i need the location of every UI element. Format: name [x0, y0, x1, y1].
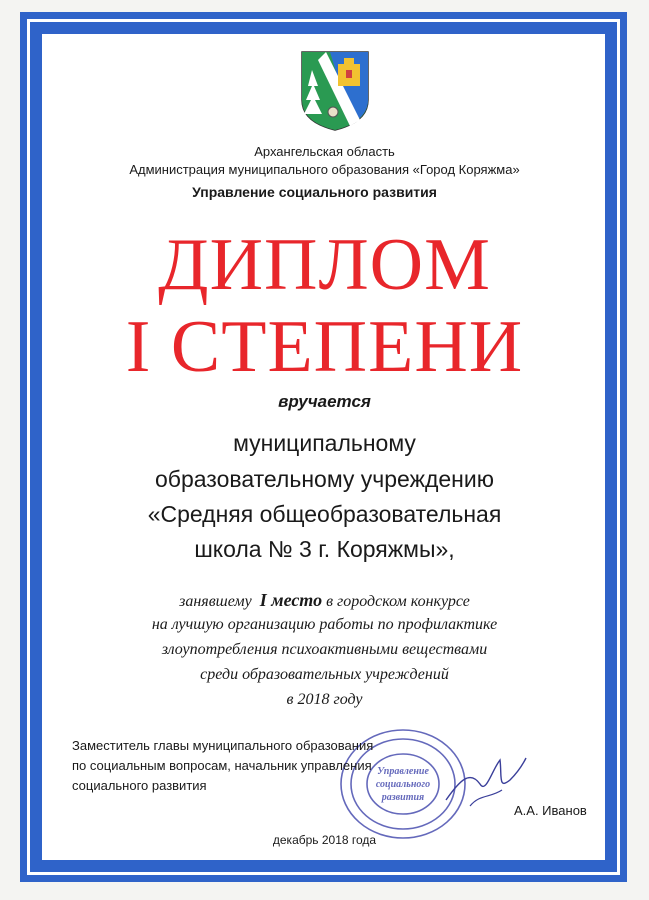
- recipient-line-3: «Средняя общеобразовательная: [147, 501, 502, 527]
- reason-prefix: занявшему: [179, 593, 252, 610]
- reason-suffix: в городском конкурсе: [326, 593, 470, 610]
- awarded-label: вручается: [278, 392, 371, 411]
- header-region: Архангельская область: [254, 144, 395, 159]
- signatory-line-1: Заместитель главы муниципального образования: [72, 738, 374, 753]
- recipient-line-1: муниципальному: [233, 430, 416, 456]
- stamp-text-1: Управление: [377, 766, 429, 777]
- reason-line-5: в 2018 году: [286, 691, 363, 708]
- header-administration: Администрация муниципального образования «Город Коряжма»: [129, 162, 520, 177]
- signatory-line-2: по социальным вопросам, начальник управления: [72, 758, 372, 773]
- diploma-title: ДИПЛОМ: [158, 224, 491, 306]
- signer-name: А.А. Иванов: [514, 803, 587, 818]
- reason-line-2: на лучшую организацию работы по профилактике: [151, 616, 498, 633]
- header-department: Управление социального развития: [192, 184, 437, 200]
- stamp-text-3: развития: [381, 792, 425, 803]
- issue-date: декабрь 2018 года: [272, 833, 377, 847]
- coat-of-arms-icon: [300, 50, 370, 132]
- handwritten-signature-icon: [440, 750, 530, 810]
- recipient-line-2: образовательному учреждению: [155, 466, 494, 492]
- stamp-text-2: социального: [375, 779, 431, 790]
- place-highlight: I место: [259, 590, 323, 610]
- signatory-line-3: социального развития: [72, 778, 207, 793]
- diploma-degree: I СТЕПЕНИ: [125, 306, 524, 388]
- reason-line-1: [0, 590, 649, 611]
- recipient-line-4: школа № 3 г. Коряжмы»,: [194, 536, 455, 562]
- reason-line-3: злоупотребления психоактивными веществами: [161, 641, 488, 658]
- reason-line-4: среди образовательных учреждений: [200, 666, 449, 683]
